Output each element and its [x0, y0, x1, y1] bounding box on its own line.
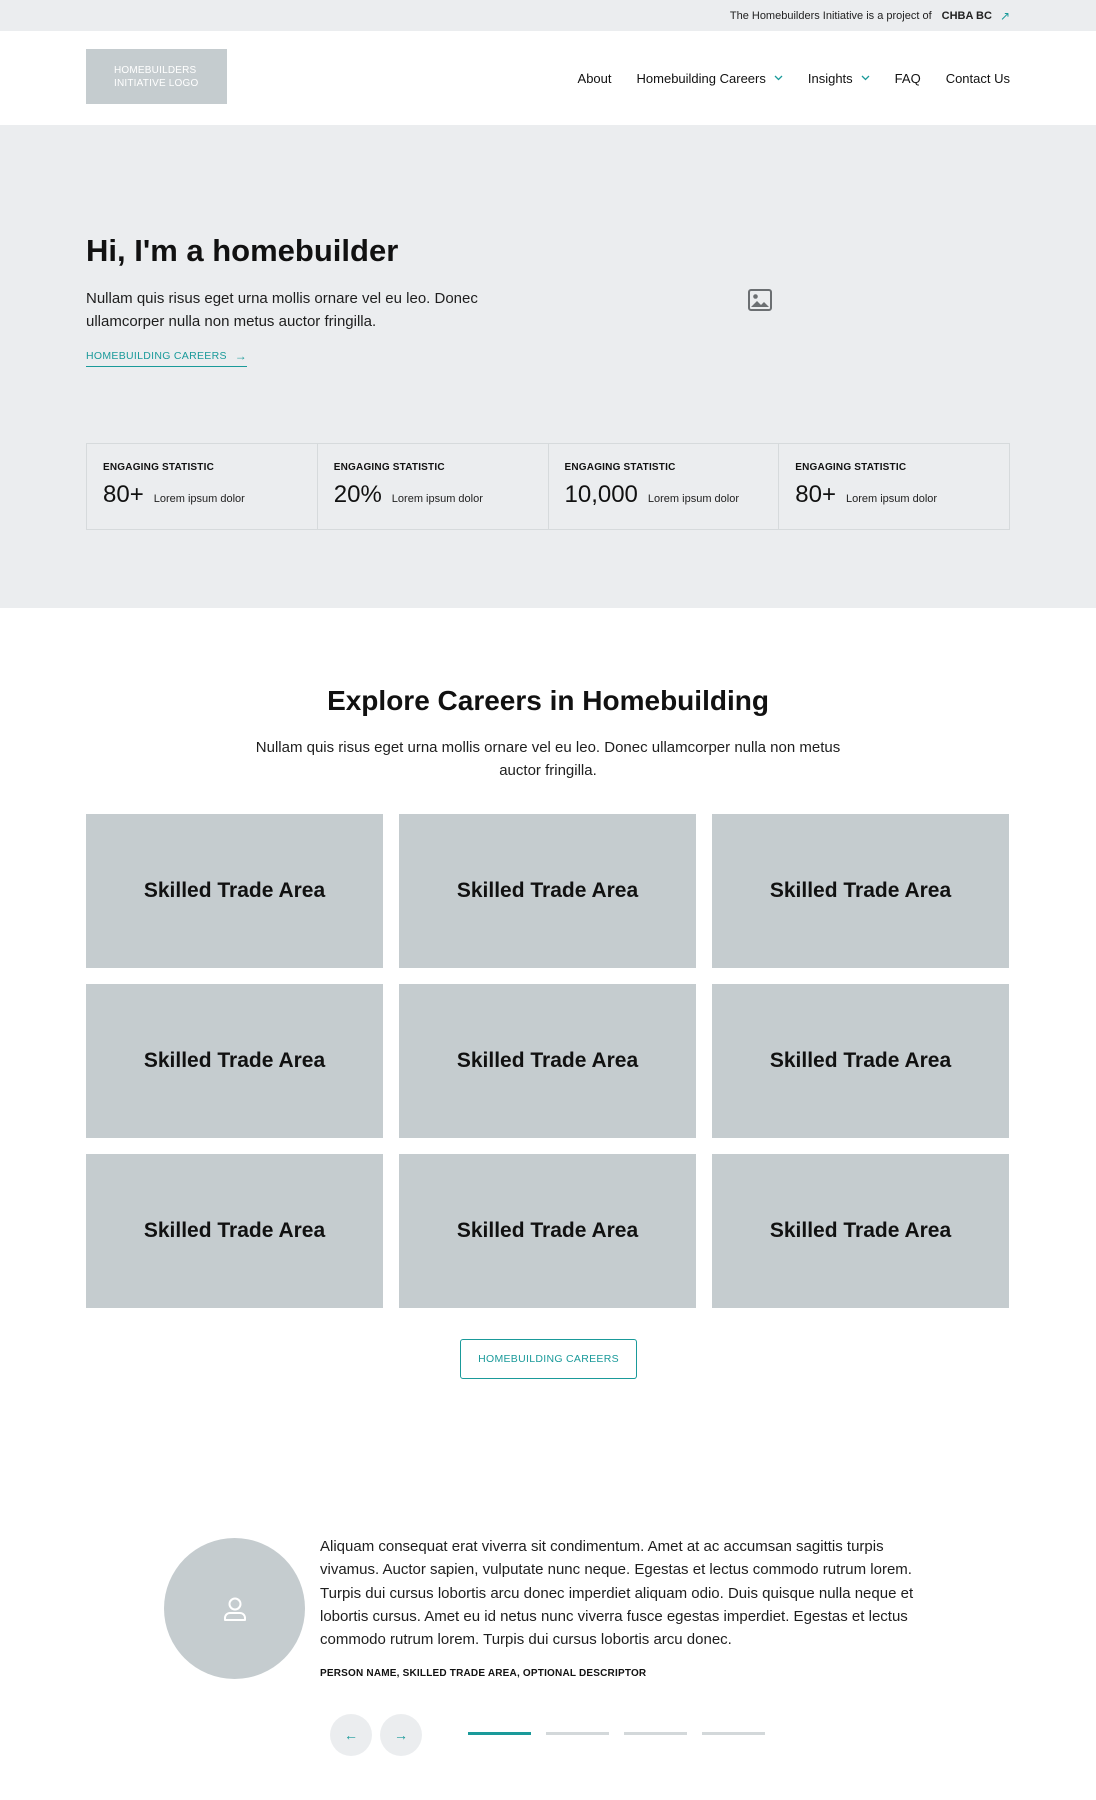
- carousel-indicator[interactable]: [546, 1732, 609, 1735]
- nav-contact-label: Contact Us: [945, 70, 1010, 86]
- testimonial-author: PERSON NAME, SKILLED TRADE AREA, OPTIONAL DESCRIPTOR: [320, 1668, 647, 1679]
- site-logo[interactable]: [86, 49, 227, 104]
- stat-value: 80+: [795, 481, 836, 508]
- careers-section-title: Explore Careers in Homebuilding: [327, 685, 769, 716]
- trade-area-card[interactable]: Skilled Trade Area: [399, 984, 696, 1138]
- logo-line-1: HOMEBUILDERS: [114, 64, 197, 76]
- carousel-indicator[interactable]: [702, 1732, 765, 1735]
- nav-careers-label: Homebuilding Careers: [636, 70, 766, 86]
- arrow-left-icon: ←: [344, 1727, 358, 1743]
- chevron-down-icon: [861, 75, 870, 81]
- trade-area-card[interactable]: Skilled Trade Area: [712, 814, 1009, 968]
- hero-title: Hi, I'm a homebuilder: [86, 233, 399, 268]
- logo-line-2: INITIATIVE LOGO: [114, 77, 199, 89]
- careers-section-text: Nullam quis risus eget urna mollis ornare vel eu leo. Donec ullamcorper nulla non metus auctor fringilla.: [255, 739, 841, 779]
- stat-item: [318, 444, 549, 529]
- stat-desc: Lorem ipsum dolor: [391, 493, 483, 505]
- nav-faq[interactable]: [895, 71, 921, 86]
- stat-item: [87, 444, 318, 529]
- site-header: [0, 31, 1096, 125]
- carousel-prev-button[interactable]: [330, 1714, 372, 1756]
- external-link-icon[interactable]: ↗: [999, 8, 1010, 23]
- chba-bc-link[interactable]: CHBA BC: [941, 9, 992, 22]
- stat-label: ENGAGING STATISTIC: [795, 462, 907, 473]
- stat-label: ENGAGING STATISTIC: [564, 462, 676, 473]
- stat-value: 20%: [333, 481, 382, 508]
- nav-faq-label: FAQ: [894, 70, 921, 86]
- announcement-text: The Homebuilders Initiative is a project of: [729, 9, 932, 22]
- avatar: [164, 1538, 305, 1679]
- stat-item: [549, 444, 780, 529]
- user-icon: [223, 1596, 247, 1622]
- trade-area-card[interactable]: Skilled Trade Area: [712, 984, 1009, 1138]
- hero-link-label: HOMEBUILDING CAREERS: [86, 350, 227, 362]
- hero-careers-link[interactable]: [86, 349, 247, 367]
- stat-desc: Lorem ipsum dolor: [845, 493, 938, 505]
- carousel-indicators: [468, 1732, 765, 1735]
- trade-area-card[interactable]: Skilled Trade Area: [86, 1154, 383, 1308]
- stat-label: ENGAGING STATISTIC: [333, 462, 445, 473]
- nav-homebuilding-careers[interactable]: [637, 71, 783, 86]
- stats-bar: [86, 443, 1010, 530]
- image-placeholder-icon: [748, 289, 772, 311]
- stat-value: 10,000: [564, 481, 638, 508]
- trade-area-card[interactable]: Skilled Trade Area: [399, 814, 696, 968]
- homebuilding-careers-button[interactable]: HOMEBUILDING CAREERS: [460, 1339, 637, 1379]
- main-nav: [553, 31, 1010, 125]
- stat-value: 80+: [103, 481, 144, 508]
- stat-label: ENGAGING STATISTIC: [103, 462, 215, 473]
- nav-about-label: About: [577, 70, 612, 86]
- arrow-right-icon: →: [234, 349, 248, 363]
- hero-text: Nullam quis risus eget urna mollis ornare vel eu leo. Donec ullamcorper nulla non metus auctor fringilla.: [86, 290, 478, 330]
- trade-area-card[interactable]: Skilled Trade Area: [86, 814, 383, 968]
- carousel-indicator[interactable]: [468, 1732, 531, 1735]
- hero-section: [0, 125, 1096, 608]
- carousel-next-button[interactable]: [380, 1714, 422, 1756]
- stat-item: [779, 444, 1009, 529]
- chevron-down-icon: [774, 75, 783, 81]
- testimonial-quote: Aliquam consequat erat viverra sit condimentum. Amet at ac accumsan sagittis turpis vivamus. Auctor sapien, vulputate nunc neque. Egestas et lectus commodo rutrum lorem. Turpis dui cursus lobortis arcu donec imperdiet aliquam odio. Duis quisque nulla neque et lobortis cursus. Amet eu id netus nunc viverra fusce egestas imperdiet. Egestas et lectus commodo rutrum lorem. Turpis dui cursus lobortis arcu donec.: [320, 1538, 914, 1649]
- nav-about[interactable]: [578, 71, 612, 86]
- arrow-right-icon: →: [394, 1727, 408, 1743]
- trade-area-card[interactable]: Skilled Trade Area: [399, 1154, 696, 1308]
- trade-area-grid: [86, 814, 1010, 1308]
- nav-contact-us[interactable]: [946, 71, 1010, 86]
- carousel-indicator[interactable]: [624, 1732, 687, 1735]
- top-announcement-bar: [0, 0, 1096, 31]
- trade-area-card[interactable]: Skilled Trade Area: [86, 984, 383, 1138]
- nav-insights[interactable]: [808, 71, 870, 86]
- trade-area-card[interactable]: Skilled Trade Area: [712, 1154, 1009, 1308]
- stat-desc: Lorem ipsum dolor: [647, 493, 739, 505]
- stat-desc: Lorem ipsum dolor: [153, 493, 245, 505]
- nav-insights-label: Insights: [807, 70, 853, 86]
